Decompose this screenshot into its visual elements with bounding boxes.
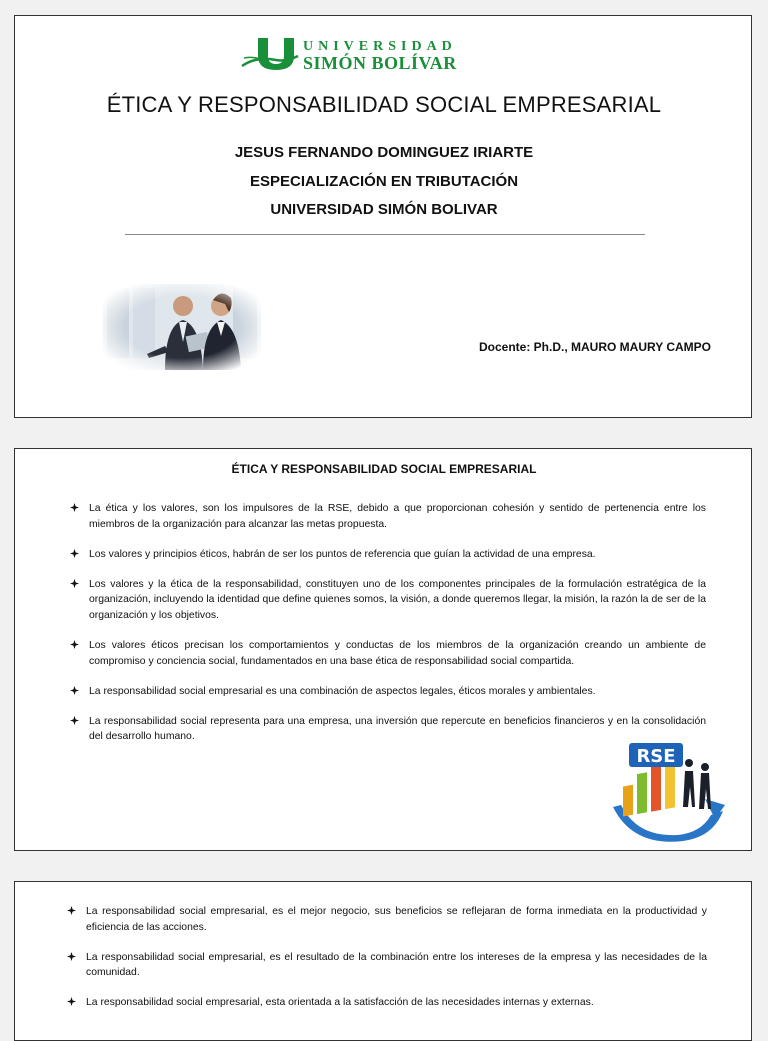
content-slide-rse	[14, 881, 752, 1041]
university-name: UNIVERSIDAD SIMÓN BOLIVAR	[270, 201, 498, 218]
list-item-text: La responsabilidad social representa para una empresa, una inversión que repercute en beneficios financieros y en la consolidación del desarrollo humano.	[89, 715, 706, 743]
list-item	[67, 995, 707, 1011]
logo-text-simon-bolivar: SIMÓN BOLÍVAR	[303, 53, 457, 73]
list-item-text: La responsabilidad social empresarial, es el resultado de la combinación entre los intereses de la empresa y las necesidades de la comunidad.	[86, 951, 707, 979]
list-item-text: La responsabilidad social empresarial, esta orientada a la satisfacción de las necesidades internas y externas.	[86, 997, 594, 1009]
title-divider	[125, 234, 645, 235]
diamond-bullet-icon	[70, 640, 79, 649]
rse-label: RSE	[636, 746, 676, 767]
list-item	[70, 547, 706, 563]
diamond-bullet-icon	[70, 549, 79, 558]
diamond-bullet-icon	[70, 716, 79, 725]
title-slide	[14, 15, 752, 418]
list-item	[70, 684, 706, 700]
presentation-title: ÉTICA Y RESPONSABILIDAD SOCIAL EMPRESARIAL	[106, 92, 662, 117]
diamond-bullet-icon	[67, 997, 76, 1006]
diamond-bullet-icon	[70, 686, 79, 695]
list-item-text: Los valores y la ética de la responsabilidad, constituyen uno de los componentes principales de la formulación estratégica de la organización, incluyendo la identidad que define quienes somos, la visión, a donde queremos llegar, la misión, la razón la de ser de la organización y los objetivos.	[89, 578, 706, 621]
list-item-text: Los valores éticos precisan los comportamientos y conductas de los miembros de la organización creando un ambiente de compromiso y conciencia social, fundamentados en una base ética de responsabilidad social compartida.	[89, 640, 706, 667]
slide-title: ÉTICA Y RESPONSABILIDAD SOCIAL EMPRESARIAL	[231, 462, 537, 476]
content-slide-ethics	[14, 448, 752, 851]
list-item-text: Los valores y principios éticos, habrán de ser los puntos de referencia que guían la actividad de una empresa.	[89, 548, 596, 560]
list-item	[67, 950, 707, 981]
university-logo	[240, 36, 490, 74]
list-item	[70, 638, 706, 669]
list-item-text: La responsabilidad social empresarial, es el mejor negocio, sus beneficios se reflejaran de forma inmediata en la productividad y eficiencia de las acciones.	[86, 906, 707, 933]
author-name: JESUS FERNANDO DOMINGUEZ IRIARTE	[234, 144, 534, 161]
list-item	[67, 904, 707, 935]
diamond-bullet-icon	[70, 503, 79, 512]
diamond-bullet-icon	[67, 906, 76, 915]
list-item-text: La responsabilidad social empresarial es una combinación de aspectos legales, éticos morales y ambientales.	[89, 685, 596, 697]
diamond-bullet-icon	[70, 579, 79, 588]
logo-text-universidad: UNIVERSIDAD	[303, 39, 457, 54]
list-item	[70, 577, 706, 624]
list-item-text: La ética y los valores, son los impulsores de la RSE, debido a que proporcionan cohesión y sentido de pertenencia entre los miembros de la organización para alcanzar las metas propuesta.	[89, 503, 706, 530]
list-item	[70, 501, 706, 532]
university-emblem-icon	[240, 36, 300, 72]
teacher-credit: Docente: Ph.D., MAURO MAURY CAMPO	[478, 340, 711, 354]
business-people-photo	[103, 284, 261, 370]
bullet-list	[67, 904, 707, 1025]
bullet-list	[70, 501, 706, 760]
diamond-bullet-icon	[67, 952, 76, 961]
rse-illustration	[609, 737, 727, 845]
program-name: ESPECIALIZACIÓN EN TRIBUTACIÓN	[249, 173, 519, 190]
